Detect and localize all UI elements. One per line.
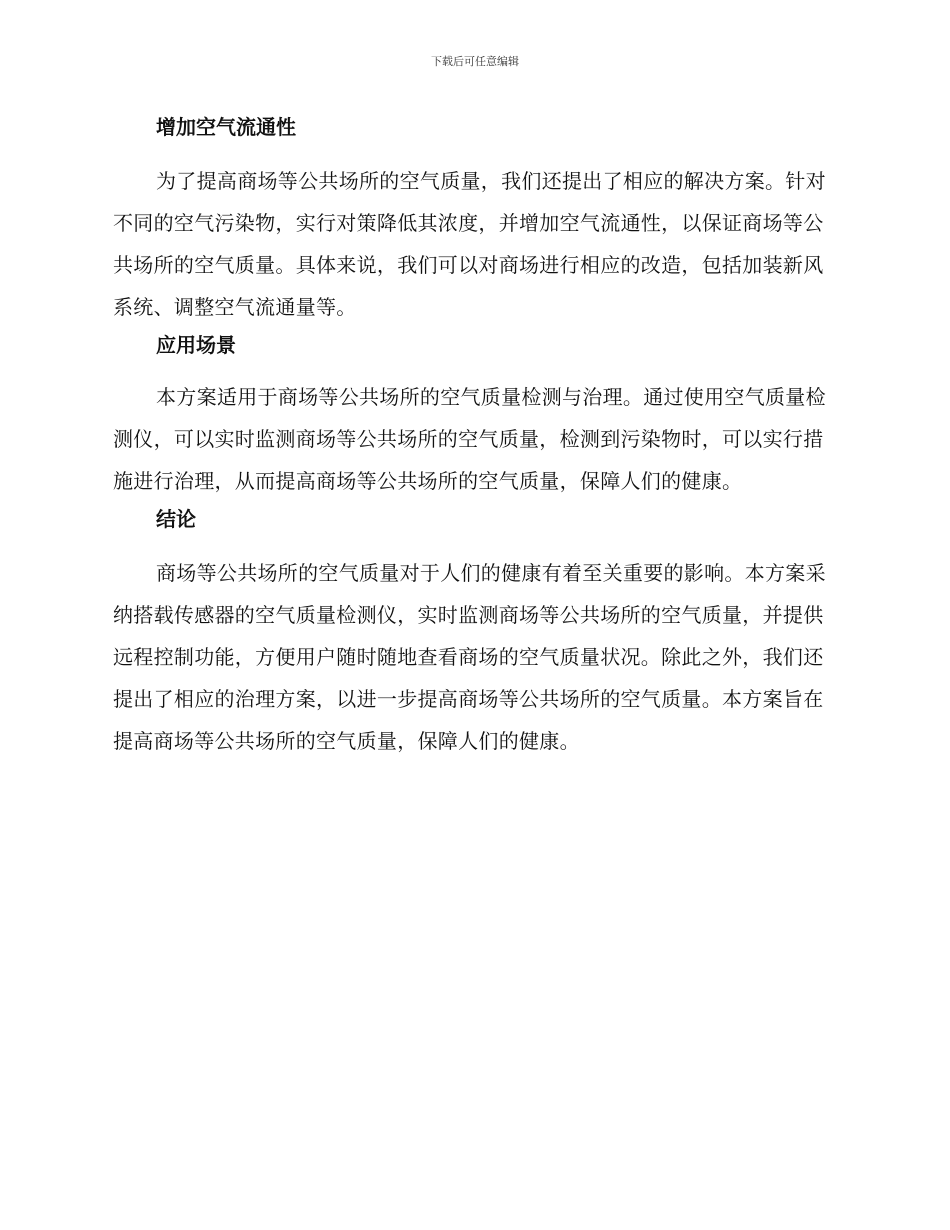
- section-increase-air-circulation: [113, 110, 833, 328]
- section-application-scenarios: [113, 328, 833, 502]
- section-heading: 应用场景: [156, 333, 236, 357]
- document-content: [113, 110, 833, 762]
- header-note: 下载后可任意编辑: [431, 55, 519, 68]
- section-heading: 结论: [156, 507, 196, 531]
- section-paragraph: 本方案适用于商场等公共场所的空气质量检测与治理。通过使用空气质量检测仪，可以实时监测商场等公共场所的空气质量，检测到污染物时，可以实行措施进行治理，从而提高商场等公共场所的空气质量，保障人们的健康。: [113, 385, 826, 493]
- section-heading: 增加空气流通性: [156, 115, 296, 139]
- section-conclusion: [113, 502, 833, 762]
- section-paragraph: 为了提高商场等公共场所的空气质量，我们还提出了相应的解决方案。针对不同的空气污染物，实行对策降低其浓度，并增加空气流通性，以保证商场等公共场所的空气质量。具体来说，我们可以对商场进行相应的改造，包括加装新风系统、调整空气流通量等。: [113, 169, 826, 319]
- section-paragraph: 商场等公共场所的空气质量对于人们的健康有着至关重要的影响。本方案采纳搭载传感器的空气质量检测仪，实时监测商场等公共场所的空气质量，并提供远程控制功能，方便用户随时随地查看商场的空气质量状况。除此之外，我们还提出了相应的治理方案，以进一步提高商场等公共场所的空气质量。本方案旨在提高商场等公共场所的空气质量，保障人们的健康。: [113, 561, 826, 753]
